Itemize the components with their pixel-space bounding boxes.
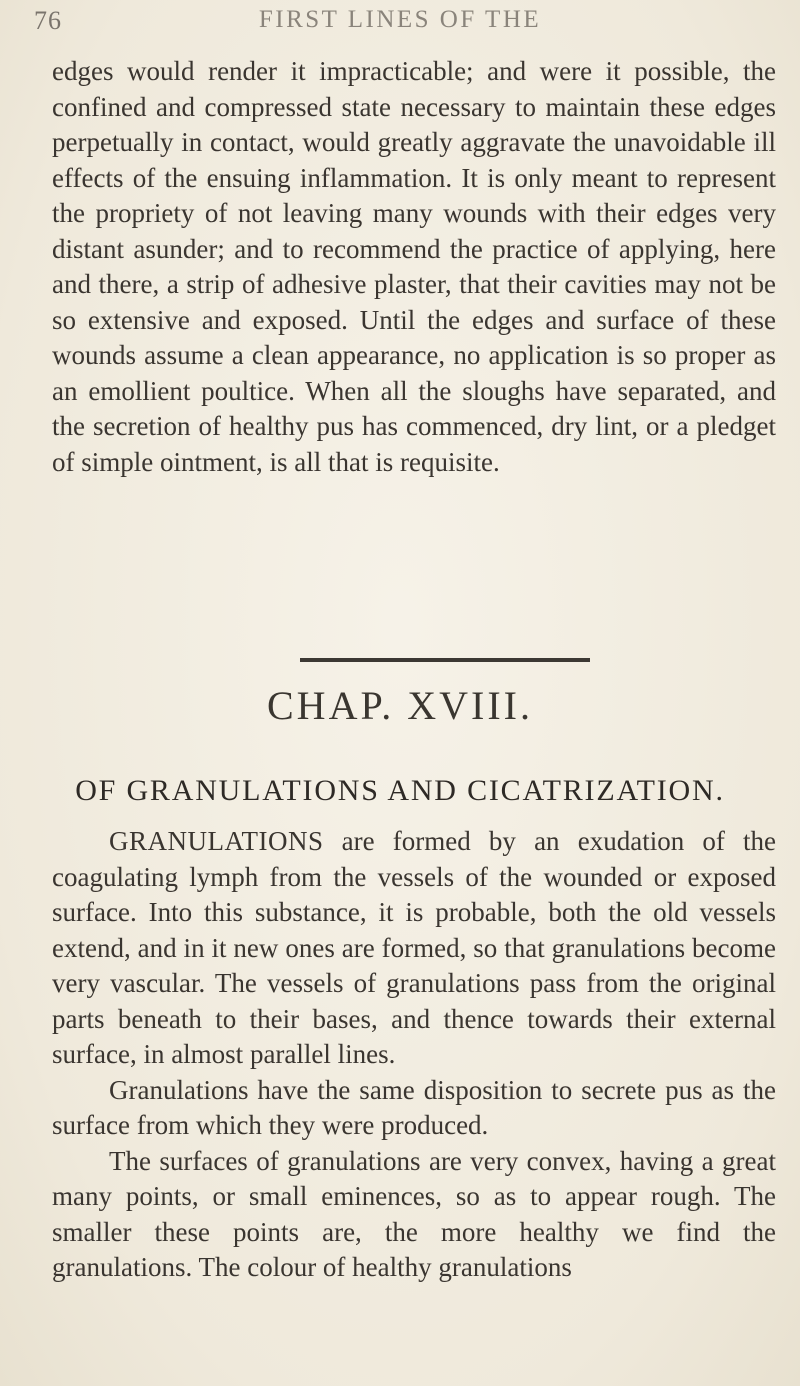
chapter-paragraph [52,824,776,1073]
section-divider [300,658,590,662]
continuation-paragraph: edges would render it impracticable; and were it possible, the confined and compressed state necessary to maintain these edges perpetually in contact, would greatly aggravate the unavoidable ill effects of the ensuing inflammation. It is only meant to represent the propriety of not leaving many wounds with their edges very distant asunder; and to recommend the practice of applying, here and there, a strip of adhesive plaster, that their cavities may not be so extensive and exposed. Until the edges and surface of these wounds assume a clean appearance, no application is so proper as an emollient poultice. When all the sloughs have separated, and the secretion of healthy pus has commenced, dry lint, or a pledget of simple ointment, is all that is requisite. [52,56,776,477]
chapter-title: CHAP. XVIII. [267,683,533,728]
running-head: FIRST LINES OF THE [258,6,542,33]
paragraph-text: are formed by an exudation of the coagulating lymph from the vessels of the wounded or exposed surface. Into this substance, it is probable, both the old vessels extend, and in it new ones are formed, so that granulations become very vascular. The vessels of granulations pass from the original parts beneath to their bases, and thence towards their external surface, in almost parallel lines. [52,826,776,1069]
chapter-subtitle: OF GRANULATIONS AND CICATRIZATION. [75,774,725,807]
page-number: 76 [34,6,62,35]
page-header [0,6,800,46]
paragraph-lead-word: GRANULATIONS [109,826,324,856]
continuation-text [52,54,776,480]
chapter-paragraph: The surfaces of granulations are very convex, having a great many points, or small eminences, so as to appear rough. The smaller these points are, the more healthy we find the granulations. The colour of healthy granulations [52,1145,776,1282]
chapter-body [52,824,776,1286]
chapter-paragraph: Granulations have the same disposition to secrete pus as the surface from which they were produced. [52,1074,776,1140]
